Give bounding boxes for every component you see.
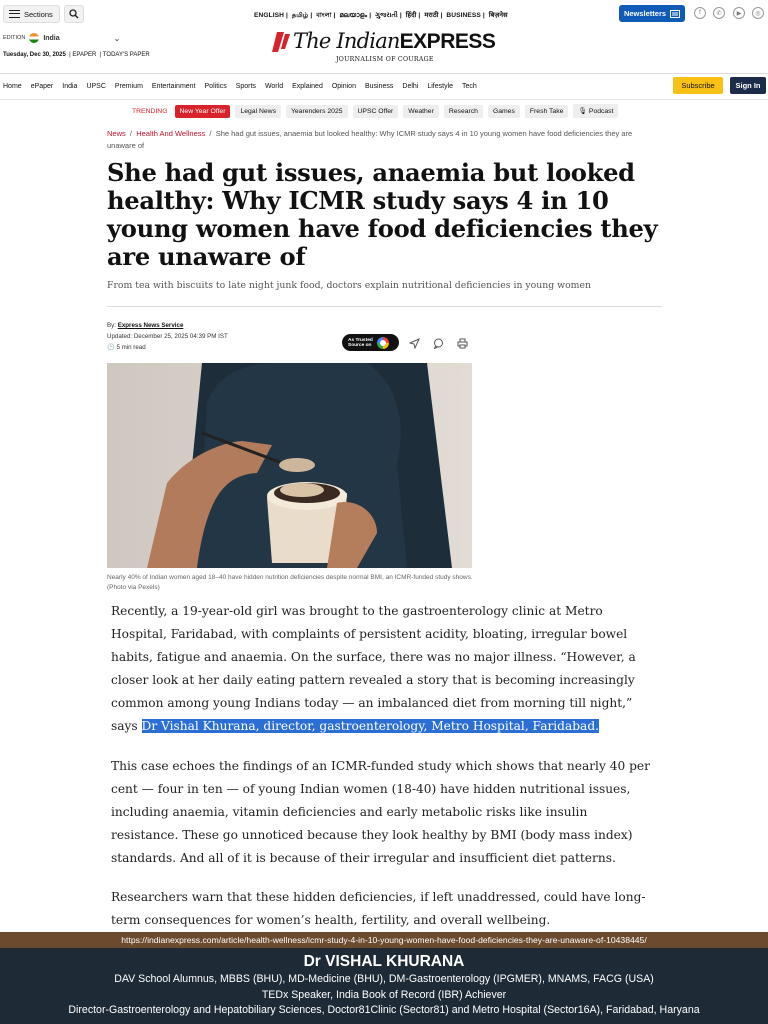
nav-item-explained[interactable]: Explained xyxy=(292,83,323,90)
byline: By: Express News Service Updated: December 25, 2025 04:39 PM IST 🕒 5 min read xyxy=(107,322,228,351)
profile-footer xyxy=(0,948,768,1024)
nav-item-delhi[interactable]: Delhi xyxy=(402,83,419,90)
print-icon[interactable] xyxy=(456,337,468,349)
trusted-source-badge[interactable]: As Trusted Source on xyxy=(342,334,399,351)
trending-chip[interactable]: Yearenders 2025 xyxy=(286,105,348,118)
comment-icon[interactable] xyxy=(432,337,444,349)
photo-caption: Nearly 40% of Indian women aged 18–40 have hidden nutrition deficiencies despite normal BMI, an ICMR-funded study shows. (Photo via Pexels) xyxy=(107,574,473,591)
logo-mark-icon xyxy=(272,32,290,52)
subscribe-button[interactable]: Subscribe xyxy=(673,77,723,94)
divider xyxy=(0,99,768,100)
clock-icon: 🕒 xyxy=(107,344,115,351)
instagram-icon[interactable]: ◎ xyxy=(752,7,764,19)
edition-label: EDITION xyxy=(3,35,26,41)
lang-link[interactable]: मराठी xyxy=(424,12,439,19)
sections-button[interactable] xyxy=(3,5,60,23)
lang-link[interactable]: बिज़नेस xyxy=(488,12,508,19)
whatsapp-icon[interactable]: ✆ xyxy=(713,7,725,19)
microphone-icon: 🎙 xyxy=(578,108,588,115)
site-logo[interactable] xyxy=(272,29,495,54)
breadcrumb-news[interactable]: News xyxy=(107,129,126,138)
trending-chip[interactable]: Games xyxy=(488,105,520,118)
nav-item-lifestyle[interactable]: Lifestyle xyxy=(427,83,454,90)
google-icon xyxy=(377,337,389,349)
trending-chip[interactable]: Fresh Take xyxy=(525,105,569,118)
article-paragraph: This case echoes the findings of an ICMR-funded study which shows that nearly 40 per cent — four in ten — of young Indian women (18-40) have hidden nutritional issues, including anaemia, vitamin deficiencies and early metabolic risks like insulin resistance. These go unnoticed because they look healthy by BMI (body mass index) standards. And all of it is because of their irregular and insufficient diet patterns. xyxy=(111,759,650,865)
trending-bar xyxy=(132,104,618,118)
trending-chip-podcast[interactable]: 🎙 Podcast xyxy=(573,104,618,118)
current-date: Tuesday, Dec 30, 2025 xyxy=(3,52,66,58)
chevron-down-icon: ⌄ xyxy=(113,33,121,43)
hamburger-icon xyxy=(9,10,20,18)
search-button[interactable] xyxy=(64,5,84,23)
nav-item-entertainment[interactable]: Entertainment xyxy=(151,83,196,90)
sign-in-button[interactable]: Sign In xyxy=(730,77,766,94)
article-photo xyxy=(107,363,472,568)
nav-item-world[interactable]: World xyxy=(264,83,284,90)
breadcrumb-section[interactable]: Health And Wellness xyxy=(136,129,206,138)
trending-chip[interactable]: Research xyxy=(444,105,483,118)
nav-item-epaper[interactable]: ePaper xyxy=(30,83,54,90)
article-paragraph: Researchers warn that these hidden deficiencies, if left unaddressed, could have long-term consequences for women’s health, fertility, and overall wellbeing. xyxy=(111,890,646,927)
article-headline: She had gut issues, anaemia but looked healthy: Why ICMR study says 4 in 10 young women have food deficiencies they are unaware of xyxy=(107,158,658,271)
newsletter-icon xyxy=(670,10,680,18)
newsletters-label: Newsletters xyxy=(623,9,667,18)
trending-chip[interactable]: Weather xyxy=(403,105,439,118)
read-time: 5 min read xyxy=(116,344,146,351)
newsletters-button[interactable] xyxy=(619,5,685,22)
edition-value: India xyxy=(43,34,60,42)
lang-link[interactable]: हिंदी xyxy=(405,12,417,19)
breadcrumb: News / Health And Wellness / She had gut issues, anaemia but looked healthy: Why ICMR study says 4 in 10 young women have food deficiencies they are unaware of xyxy=(107,129,633,150)
youtube-icon[interactable]: ▶ xyxy=(733,7,745,19)
lang-link[interactable]: ગુજરાતી xyxy=(375,12,398,19)
edition-selector[interactable] xyxy=(3,33,120,43)
lang-link[interactable]: বাংলা xyxy=(316,12,332,19)
nav-item-upsc[interactable]: UPSC xyxy=(86,83,106,90)
nav-item-sports[interactable]: Sports xyxy=(235,83,256,90)
divider xyxy=(107,306,662,307)
nav-item-india[interactable]: India xyxy=(62,83,78,90)
lang-link[interactable]: മലയാളം xyxy=(339,12,368,19)
highlighted-text: Dr Vishal Khurana, director, gastroenterology, Metro Hospital, Faridabad. xyxy=(141,719,599,733)
trending-chip[interactable]: New Year Offer xyxy=(175,105,231,118)
lang-link[interactable]: தமிழ் xyxy=(291,12,309,19)
trending-chip[interactable]: Legal News xyxy=(235,105,281,118)
credentials-line: DAV School Alumnus, MBBS (BHU), MD-Medicine (BHU), DM-Gastroenterology (IPGMER), MNAMS, FACG (USA) xyxy=(114,973,654,985)
epaper-link[interactable]: EPAPER xyxy=(72,52,97,58)
article-url-bar: https://indianexpress.com/article/health-wellness/icmr-study-4-in-10-young-women-have-food-deficiencies-they-are-unaware-of-10438445/ xyxy=(0,932,768,948)
doctor-name: Dr VISHAL KHURANA xyxy=(303,953,465,970)
achievements-line: TEDx Speaker, India Book of Record (IBR) Achiever xyxy=(261,988,507,1001)
nav-item-business[interactable]: Business xyxy=(364,83,394,90)
sections-label: Sections xyxy=(24,9,53,19)
trending-chip[interactable]: UPSC Offer xyxy=(353,105,399,118)
nav-item-opinion[interactable]: Opinion xyxy=(331,83,356,90)
nav-item-premium[interactable]: Premium xyxy=(114,83,143,90)
language-bar: ENGLISH | தமிழ் | বাংলা | മലയാളം | ગુજરાતી | हिंदी | मराठी | BUSINESS | बिज़नेस xyxy=(254,12,508,19)
nav-item-home[interactable]: Home xyxy=(3,83,22,90)
breadcrumb-current: She had gut issues, anaemia but looked healthy: Why ICMR study says 4 in 10 young women have food deficiencies they are unaware of xyxy=(107,129,633,150)
todays-paper-link[interactable]: TODAY'S PAPER xyxy=(102,52,150,58)
author-link[interactable]: Express News Service xyxy=(117,322,184,329)
position-line: Director-Gastroenterology and Hepatobiliary Sciences, Doctor81Clinic (Sector81) and Metro Hospital (Sector16A), Faridabad, Haryana xyxy=(68,1004,700,1017)
divider xyxy=(0,73,768,74)
tagline: JOURNALISM OF COURAGE xyxy=(336,56,434,63)
updated-time: Updated: December 25, 2025 04:39 PM IST xyxy=(107,333,228,340)
date-bar: Tuesday, Dec 30, 2025 | EPAPER | TODAY'S PAPER xyxy=(3,52,150,58)
lang-link[interactable]: BUSINESS xyxy=(446,12,481,19)
facebook-icon[interactable]: f xyxy=(694,7,706,19)
nav-item-politics[interactable]: Politics xyxy=(204,83,227,90)
trending-label: TRENDING xyxy=(132,107,168,115)
nav-item-tech[interactable]: Tech xyxy=(462,83,477,90)
main-nav xyxy=(3,83,486,90)
share-icon[interactable] xyxy=(408,337,420,349)
search-icon xyxy=(69,9,79,19)
india-flag-icon xyxy=(29,33,39,43)
article-subheading: From tea with biscuits to late night junk food, doctors explain nutritional deficiencies in young women xyxy=(107,280,591,291)
lang-link[interactable]: ENGLISH xyxy=(254,12,285,19)
logo-text: The IndianEXPRESS xyxy=(293,29,496,53)
article-paragraph: Recently, a 19-year-old girl was brought to the gastroenterology clinic at Metro Hospital, Faridabad, with complaints of persistent acidity, bloating, irregular bowel habits, fatigue and anaemia. On the surface, there was no major illness. “However, a closer look at her daily eating pattern revealed a story that is becoming increasingly common among young Indians today — an imbalanced diet from morning till night,” says Dr Vishal Khurana, director, gastroenterology, Metro Hospital, Faridabad. xyxy=(111,604,636,733)
